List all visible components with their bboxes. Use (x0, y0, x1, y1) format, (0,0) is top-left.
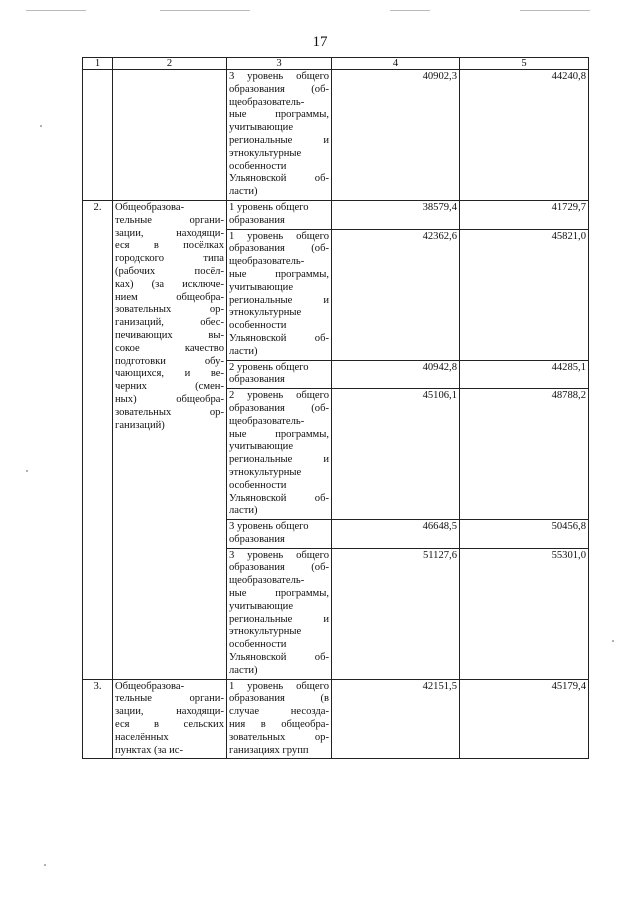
row-number: 3. (83, 679, 113, 759)
education-level: 1 уровень общего образования (227, 200, 332, 229)
education-level: 3 уровень общего образования (об- щеобразователь- ные программы, учитывающие региональные и этнокультурные особенности Ульяновской об- ласти) (227, 548, 332, 679)
scan-dot (40, 125, 42, 127)
value-col5: 45179,4 (460, 679, 589, 759)
row-number (83, 70, 113, 201)
value-col5: 45821,0 (460, 229, 589, 360)
row-number: 2. (83, 200, 113, 679)
scan-artifact (160, 10, 250, 11)
education-level: 2 уровень общего образования (об- щеобразователь- ные программы, учитывающие региональные и этнокультурные особенности Ульяновской об- ласти) (227, 389, 332, 520)
value-col4: 42362,6 (332, 229, 460, 360)
value-col4: 46648,5 (332, 520, 460, 549)
scan-dot (26, 470, 28, 472)
column-header: 4 (332, 58, 460, 70)
value-col4: 40902,3 (332, 70, 460, 201)
table-header-row (83, 58, 589, 70)
column-header: 2 (113, 58, 227, 70)
value-col5: 48788,2 (460, 389, 589, 520)
scan-artifact (26, 10, 86, 11)
education-level: 2 уровень общего образования (227, 360, 332, 389)
page-number: 17 (312, 34, 328, 50)
education-level: 3 уровень общего образования (227, 520, 332, 549)
tariff-table (82, 57, 589, 759)
value-col5: 50456,8 (460, 520, 589, 549)
column-header: 5 (460, 58, 589, 70)
education-level: 1 уровень общего образования (в случае несозда- ния в общеобра- зовательных ор- ганизациях групп (227, 679, 332, 759)
scan-artifact (520, 10, 590, 11)
organization-type: Общеобразова- тельные органи- зации, находящи- еся в сельских населённых пунктах (за ис- (113, 679, 227, 759)
column-header: 1 (83, 58, 113, 70)
value-col5: 44240,8 (460, 70, 589, 201)
value-col5: 41729,7 (460, 200, 589, 229)
education-level: 3 уровень общего образования (об- щеобразователь- ные программы, учитывающие региональные и этнокультурные особенности Ульяновской об- ласти) (227, 70, 332, 201)
scan-artifact (390, 10, 430, 11)
education-level: 1 уровень общего образования (об- щеобразователь- ные программы, учитывающие региональные и этнокультурные особенности Ульяновской об- ласти) (227, 229, 332, 360)
table-row (83, 679, 589, 759)
value-col5: 44285,1 (460, 360, 589, 389)
organization-type: Общеобразова- тельные органи- зации, находящи- еся в посёлках городского типа (рабочих посёл- ках) (за исключе- нием общеобра- зовательных ор- ганизаций, обес- печивающих вы- сокое качество подготовки обу- чающихся, и ве- черних (смен- ных) общеобра- зовательных ор- ганизаций) (113, 200, 227, 679)
organization-type (113, 70, 227, 201)
value-col4: 42151,5 (332, 679, 460, 759)
value-col4: 45106,1 (332, 389, 460, 520)
scan-dot (44, 864, 46, 866)
table-row (83, 70, 589, 201)
column-header: 3 (227, 58, 332, 70)
value-col4: 51127,6 (332, 548, 460, 679)
value-col4: 40942,8 (332, 360, 460, 389)
scan-dot (612, 640, 614, 642)
value-col4: 38579,4 (332, 200, 460, 229)
value-col5: 55301,0 (460, 548, 589, 679)
table-row (83, 200, 589, 229)
